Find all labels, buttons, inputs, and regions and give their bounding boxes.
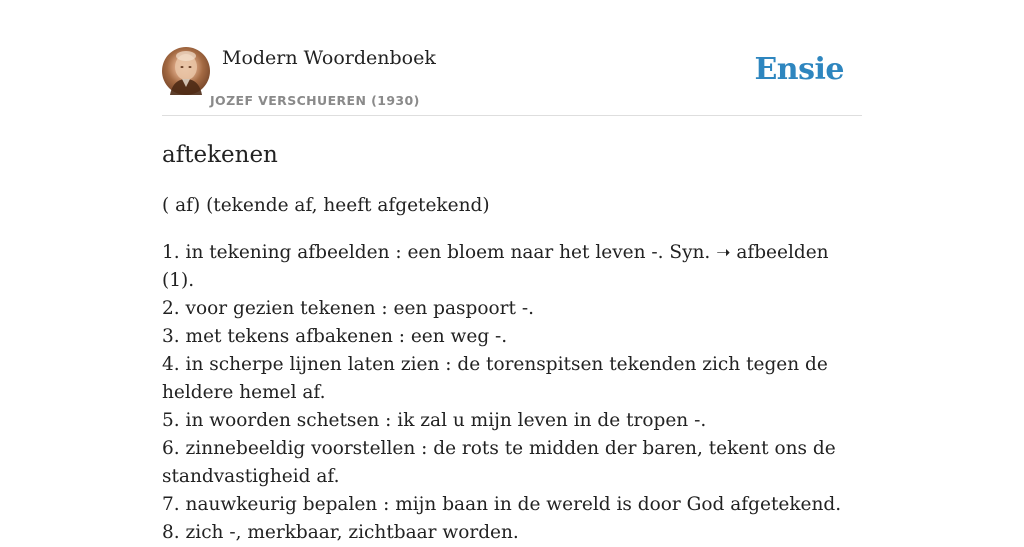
definition-list xyxy=(162,239,862,547)
source-title[interactable]: Modern Woordenboek xyxy=(222,47,436,69)
definition-item: 6. zinnebeeldig voorstellen : de rots te midden der baren, tekent ons de standvastigheid af. xyxy=(162,438,836,487)
header xyxy=(162,0,862,116)
definition-text: 1. in tekening afbeelden : een bloem naar het leven -. Syn. xyxy=(162,242,717,263)
definition-item: 5. in woorden schetsen : ik zal u mijn leven in de tropen -. xyxy=(162,410,707,431)
definition-item: 3. met tekens afbakenen : een weg -. xyxy=(162,326,508,347)
definition-item xyxy=(162,239,862,295)
cross-reference-link[interactable]: afbeelden (1). xyxy=(162,242,829,291)
entry-grammar: ( af) (tekende af, heeft afgetekend) xyxy=(162,195,490,216)
definition-item: 2. voor gezien tekenen : een paspoort -. xyxy=(162,298,534,319)
page xyxy=(162,0,862,543)
author-name[interactable]: JOZEF VERSCHUEREN (1930) xyxy=(210,93,420,108)
portrait-image xyxy=(162,47,210,95)
definition-item: 7. nauwkeurig bepalen : mijn baan in de wereld is door God afgetekend. xyxy=(162,494,842,515)
ensie-logo[interactable]: Ensie xyxy=(754,52,844,87)
entry-headword: aftekenen xyxy=(162,142,278,168)
author-avatar[interactable] xyxy=(162,47,210,95)
arrow-right-icon: ➝ xyxy=(716,243,731,263)
definition-item: 8. zich -, merkbaar, zichtbaar worden. xyxy=(162,522,519,543)
definition-item: 4. in scherpe lijnen laten zien : de torenspitsen tekenden zich tegen de heldere hemel af. xyxy=(162,354,828,403)
